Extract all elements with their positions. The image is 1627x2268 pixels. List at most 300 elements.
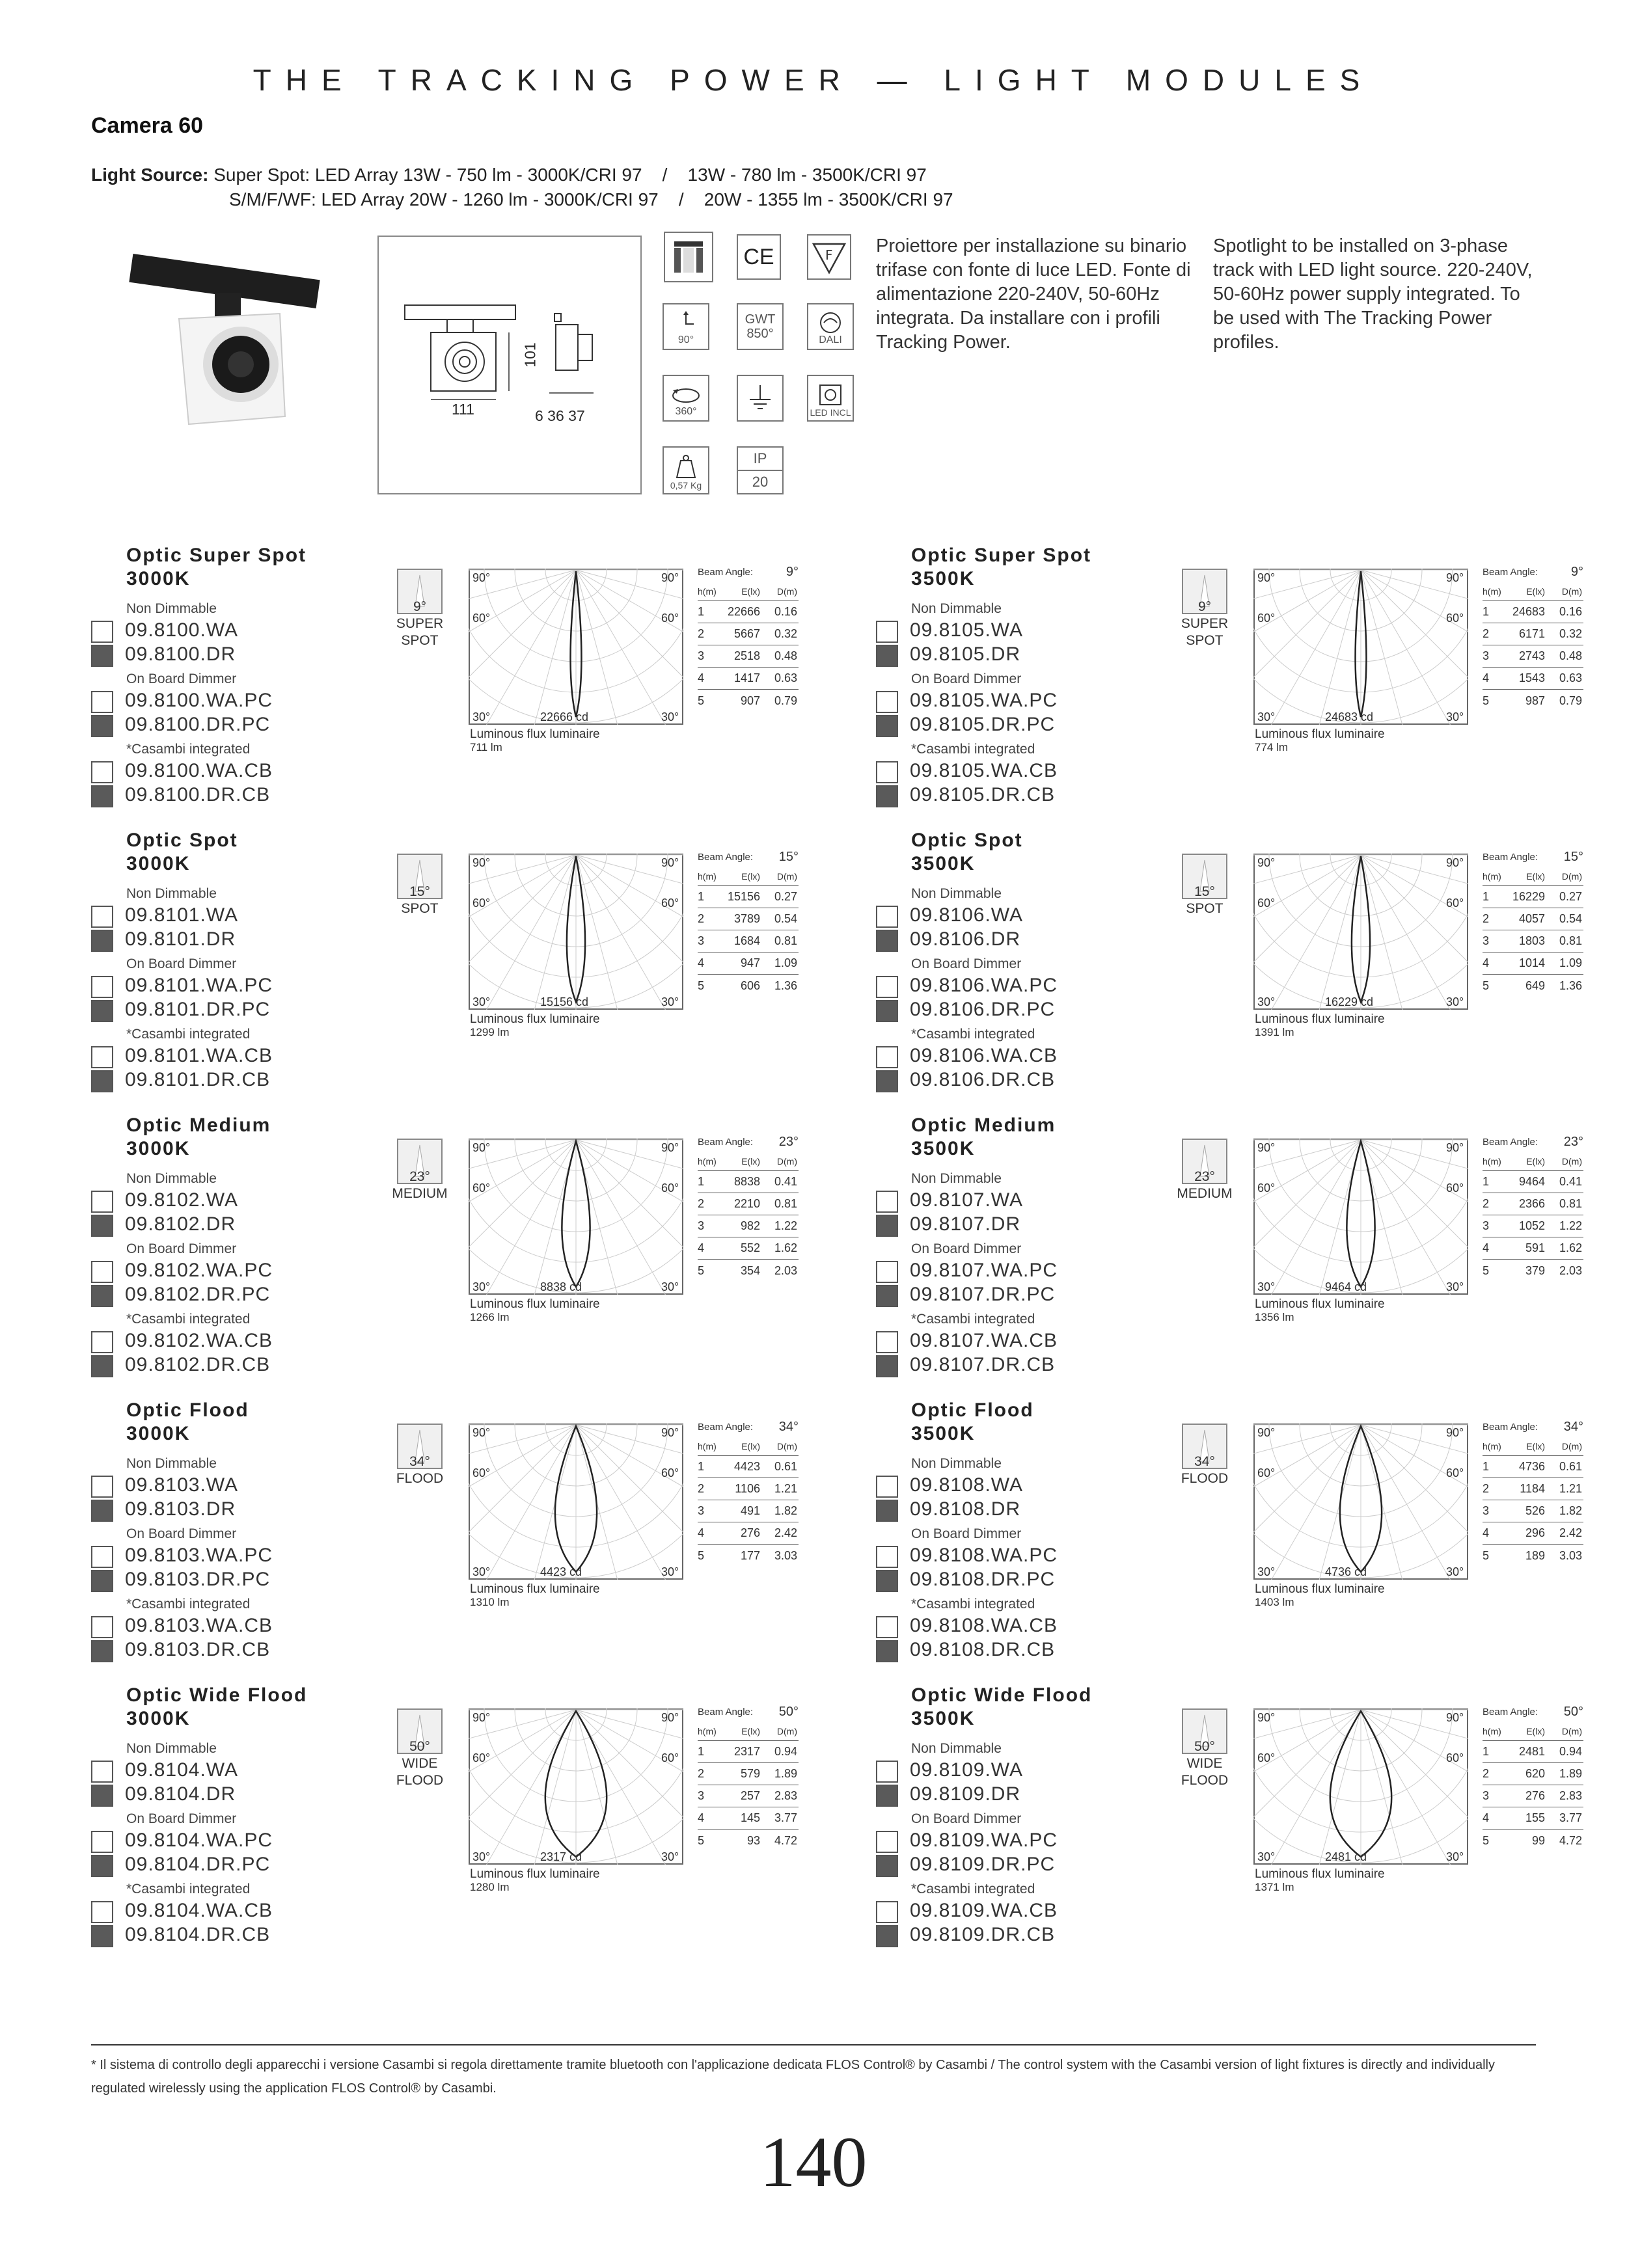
cell-h: 4	[698, 1526, 705, 1539]
table-header	[698, 1152, 799, 1171]
flux-label: Luminous flux luminaire	[470, 1582, 600, 1596]
table-header	[698, 582, 799, 601]
product-code: 09.8100.DR.CB	[125, 784, 271, 805]
col-d: D(m)	[1561, 871, 1582, 882]
cell-d: 0.61	[1559, 1460, 1582, 1473]
optic-name-line1: Optic Wide Flood	[911, 1684, 1093, 1706]
gwt-label: GWT	[745, 312, 776, 327]
cell-e: 15156	[727, 890, 760, 903]
flux-value: 1391 lm	[1255, 1026, 1294, 1038]
on-board-dimmer-label: On Board Dimmer	[126, 671, 237, 686]
cell-e: 2210	[733, 1197, 760, 1210]
flux-value: 1310 lm	[470, 1596, 510, 1608]
table-row	[698, 1785, 799, 1807]
dark-finish-swatch	[91, 1215, 113, 1237]
on-board-dimmer-label: On Board Dimmer	[126, 1811, 237, 1826]
cell-d: 3.03	[774, 1548, 797, 1562]
rotation-icon	[663, 375, 709, 422]
cell-h: 2	[1483, 627, 1490, 640]
optic-block	[876, 544, 1592, 824]
white-finish-swatch	[876, 1191, 898, 1213]
casambi-label: *Casambi integrated	[126, 1312, 251, 1327]
beam-table	[698, 1132, 799, 1282]
table-row	[698, 1171, 799, 1193]
dark-finish-swatch	[876, 1355, 898, 1377]
beam-angle-label: Beam Angle:	[1483, 1136, 1538, 1148]
dark-finish-swatch	[876, 645, 898, 667]
cell-e: 1803	[1518, 934, 1545, 947]
optic-name	[911, 1114, 1056, 1161]
polar-deg60-right: 60°	[661, 1181, 679, 1195]
casambi-label: *Casambi integrated	[911, 1027, 1035, 1042]
polar-deg60-left: 60°	[472, 897, 491, 910]
polar-deg90-right: 90°	[1446, 856, 1464, 869]
product-code: 09.8105.DR.CB	[910, 784, 1056, 805]
dark-finish-swatch	[91, 1925, 113, 1947]
on-board-dimmer-label: On Board Dimmer	[126, 1526, 237, 1541]
cell-h: 1	[698, 1175, 705, 1188]
col-h: h(m)	[698, 1440, 717, 1451]
peak-intensity: 2481 cd	[1325, 1850, 1367, 1863]
cell-d: 4.72	[1559, 1833, 1582, 1847]
product-code: 09.8100.WA.CB	[125, 760, 273, 781]
col-e: E(lx)	[741, 1440, 760, 1451]
description-en: Spotlight to be installed on 3-phase track with LED light source. 220-240V, 50-60Hz power supply integrated. To be used with The Tracking Power profiles.	[1213, 236, 1533, 353]
table-row	[698, 1522, 799, 1545]
cell-h: 5	[1483, 1548, 1490, 1562]
beam-type-label: FLOOD	[1181, 1471, 1229, 1486]
polar-deg30-left: 30°	[1257, 1565, 1276, 1578]
polar-deg60-right: 60°	[661, 1751, 679, 1764]
beam-angle-value: 34°	[1563, 1419, 1583, 1434]
cell-e: 4423	[733, 1460, 760, 1473]
cell-h: 5	[698, 694, 705, 707]
polar-deg90-left: 90°	[1257, 571, 1276, 584]
cell-e: 2481	[1518, 1745, 1545, 1758]
cell-h: 5	[1483, 694, 1490, 707]
cell-h: 4	[1483, 956, 1490, 969]
cell-h: 1	[1483, 1745, 1490, 1758]
polar-deg30-right: 30°	[1446, 1850, 1464, 1863]
flux-value: 1403 lm	[1255, 1596, 1294, 1608]
flux-value: 1371 lm	[1255, 1881, 1294, 1893]
cell-d: 0.81	[1559, 1197, 1582, 1210]
casambi-label: *Casambi integrated	[126, 1597, 251, 1612]
table-row	[698, 601, 799, 623]
flux-value: 1299 lm	[470, 1026, 510, 1038]
cell-d: 2.03	[1559, 1263, 1582, 1277]
cell-e: 354	[740, 1263, 760, 1277]
cell-h: 3	[1483, 1504, 1490, 1517]
table-row	[698, 1829, 799, 1852]
beam-angle-label: Beam Angle:	[1483, 1706, 1538, 1718]
table-row	[1483, 952, 1583, 975]
casambi-label: *Casambi integrated	[911, 1312, 1035, 1327]
beam-angle-value: 15°	[1563, 849, 1583, 864]
cell-e: 2317	[733, 1745, 760, 1758]
table-header	[698, 1721, 799, 1741]
non-dimmable-label: Non Dimmable	[126, 1456, 217, 1471]
dark-finish-swatch	[91, 1640, 113, 1662]
table-row	[1483, 930, 1583, 952]
non-dimmable-label: Non Dimmable	[911, 601, 1002, 616]
dark-finish-swatch	[91, 1570, 113, 1592]
cell-e: 491	[740, 1504, 760, 1517]
polar-deg60-right: 60°	[661, 612, 679, 625]
col-e: E(lx)	[1526, 871, 1545, 882]
polar-diagram	[1253, 1708, 1468, 1865]
product-code: 09.8101.DR.PC	[125, 999, 271, 1020]
polar-diagram	[1253, 854, 1468, 1010]
white-finish-swatch	[876, 761, 898, 783]
cell-h: 3	[698, 1789, 705, 1802]
polar-deg30-left: 30°	[1257, 710, 1276, 723]
product-code: 09.8106.WA	[910, 904, 1023, 926]
table-row	[698, 908, 799, 930]
polar-deg30-left: 30°	[1257, 995, 1276, 1008]
peak-intensity: 2317 cd	[540, 1850, 582, 1863]
polar-deg90-right: 90°	[661, 856, 679, 869]
optic-name	[911, 544, 1091, 591]
table-row	[1483, 690, 1583, 712]
polar-deg90-left: 90°	[1257, 1141, 1276, 1154]
col-h: h(m)	[698, 586, 717, 597]
product-code: 09.8102.DR.PC	[125, 1284, 271, 1305]
ip-label: IP	[738, 450, 782, 471]
cell-h: 2	[698, 1197, 705, 1210]
description-it: Proiettore per installazione su binario trifase con fonte di luce LED. Fonte di alimentazione 220-240V, 50-60Hz integrata. Da installare con i profili Tracking Power.	[876, 236, 1191, 353]
table-row	[1483, 1260, 1583, 1282]
f-mark-icon	[807, 234, 851, 280]
table-row	[1483, 1193, 1583, 1215]
optic-name-line2: 3500K	[911, 853, 976, 874]
polar-deg60-left: 60°	[472, 1181, 491, 1195]
polar-deg30-left: 30°	[472, 995, 491, 1008]
beam-type-label: SPOT	[1186, 901, 1224, 916]
optic-name-line1: Optic Spot	[911, 830, 1023, 851]
beam-angle-icon-label: 15°	[1194, 884, 1215, 899]
cell-e: 982	[740, 1219, 760, 1232]
cell-e: 579	[740, 1767, 760, 1780]
polar-deg30-left: 30°	[472, 710, 491, 723]
cell-e: 1106	[735, 1482, 760, 1495]
beam-angle-value: 23°	[1563, 1134, 1583, 1149]
table-row	[1483, 623, 1583, 645]
beam-angle-icon-label: 9°	[413, 599, 427, 614]
optic-block	[876, 1684, 1592, 1964]
beam-angle-icon-label: 34°	[1194, 1454, 1215, 1469]
casambi-label: *Casambi integrated	[126, 1027, 251, 1042]
product-code: 09.8109.DR.PC	[910, 1854, 1056, 1875]
optic-block	[91, 1399, 807, 1679]
cell-e: 2366	[1518, 1197, 1545, 1210]
white-finish-swatch	[91, 1046, 113, 1068]
led-included-label: LED INCL	[810, 407, 851, 418]
dali-icon	[807, 303, 854, 350]
col-d: D(m)	[776, 586, 797, 597]
beam-angle-value: 9°	[786, 564, 799, 579]
product-code: 09.8109.WA.PC	[910, 1829, 1058, 1851]
product-code: 09.8108.DR	[910, 1498, 1021, 1520]
dark-finish-swatch	[91, 930, 113, 952]
polar-deg90-right: 90°	[661, 1426, 679, 1439]
dark-finish-swatch	[91, 1500, 113, 1522]
table-header	[698, 1437, 799, 1456]
white-finish-swatch	[876, 621, 898, 643]
col-h: h(m)	[698, 871, 717, 882]
table-row	[1483, 1456, 1583, 1478]
table-row	[1483, 886, 1583, 908]
optic-name	[126, 1399, 249, 1446]
col-e: E(lx)	[741, 586, 760, 597]
dark-finish-swatch	[876, 1000, 898, 1022]
polar-deg90-right: 90°	[1446, 1141, 1464, 1154]
white-finish-swatch	[91, 906, 113, 928]
polar-deg30-right: 30°	[661, 1280, 679, 1293]
table-row	[698, 690, 799, 712]
beam-angle-label: Beam Angle:	[698, 1706, 754, 1718]
casambi-label: *Casambi integrated	[911, 1597, 1035, 1612]
light-source	[91, 163, 953, 212]
flux-label: Luminous flux luminaire	[1255, 1582, 1385, 1596]
product-code: 09.8102.WA.CB	[125, 1330, 273, 1351]
optic-name-line2: 3000K	[126, 1138, 191, 1159]
table-row	[1483, 1763, 1583, 1785]
white-finish-swatch	[91, 1831, 113, 1853]
cell-h: 4	[698, 1241, 705, 1254]
beam-table	[1483, 1417, 1583, 1567]
optic-name	[126, 544, 307, 591]
dark-finish-swatch	[876, 1500, 898, 1522]
col-d: D(m)	[776, 1155, 797, 1167]
tilt-label: 90°	[677, 334, 694, 345]
beam-angle-label: Beam Angle:	[698, 1136, 754, 1148]
ip-rating-icon	[737, 446, 784, 494]
white-finish-swatch	[91, 1616, 113, 1638]
table-row	[1483, 1829, 1583, 1852]
beam-type-label: SUPER SPOT	[1181, 616, 1229, 648]
dark-finish-swatch	[876, 715, 898, 737]
cell-d: 0.16	[774, 605, 797, 618]
weight-icon	[663, 446, 709, 494]
optic-name-line1: Optic Medium	[911, 1114, 1056, 1136]
cell-e: 8838	[733, 1175, 760, 1188]
cell-d: 1.36	[1559, 979, 1582, 992]
cell-d: 0.61	[774, 1460, 797, 1473]
polar-deg90-right: 90°	[1446, 1426, 1464, 1439]
peak-intensity: 22666 cd	[540, 710, 589, 723]
white-finish-swatch	[876, 1761, 898, 1783]
cell-h: 3	[698, 934, 705, 947]
non-dimmable-label: Non Dimmable	[126, 1171, 217, 1186]
product-code: 09.8100.DR.PC	[125, 714, 271, 735]
beam-type-label: FLOOD	[396, 1471, 444, 1486]
dark-finish-swatch	[91, 1855, 113, 1877]
beam-angle-icon-label: 23°	[409, 1169, 430, 1184]
table-row	[698, 1456, 799, 1478]
table-row	[698, 952, 799, 975]
polar-deg60-right: 60°	[1446, 1181, 1464, 1195]
cell-e: 3789	[733, 912, 760, 925]
cell-e: 1543	[1518, 671, 1545, 684]
cell-h: 4	[698, 671, 705, 684]
product-code: 09.8108.WA.CB	[910, 1615, 1058, 1636]
white-finish-swatch	[876, 1261, 898, 1283]
cell-e: 16229	[1512, 890, 1545, 903]
optic-name-line2: 3500K	[911, 568, 976, 589]
product-code: 09.8108.DR.CB	[910, 1639, 1056, 1660]
beam-angle-value: 15°	[778, 849, 799, 864]
cell-h: 3	[1483, 1219, 1490, 1232]
cell-h: 5	[1483, 979, 1490, 992]
casambi-label: *Casambi integrated	[126, 742, 251, 757]
product-code: 09.8104.WA.CB	[125, 1900, 273, 1921]
white-finish-swatch	[876, 1331, 898, 1353]
polar-deg30-right: 30°	[661, 1850, 679, 1863]
col-d: D(m)	[776, 1440, 797, 1451]
cell-h: 2	[1483, 1482, 1490, 1495]
cell-d: 1.21	[1559, 1482, 1582, 1495]
white-finish-swatch	[876, 1546, 898, 1568]
cell-d: 3.77	[1559, 1811, 1582, 1824]
cell-h: 2	[1483, 1197, 1490, 1210]
col-d: D(m)	[776, 871, 797, 882]
rotation-label: 360°	[675, 406, 697, 417]
dark-finish-swatch	[876, 1855, 898, 1877]
col-e: E(lx)	[1526, 586, 1545, 597]
table-row	[698, 975, 799, 997]
cell-h: 1	[1483, 605, 1490, 618]
optic-name	[911, 829, 1023, 876]
dark-finish-swatch	[91, 1285, 113, 1307]
optic-block	[91, 1684, 807, 1964]
dark-finish-swatch	[91, 715, 113, 737]
product-code: 09.8106.WA.CB	[910, 1045, 1058, 1066]
cell-h: 3	[698, 649, 705, 662]
dark-finish-swatch	[91, 1355, 113, 1377]
optic-block	[91, 544, 807, 824]
footnote: * Il sistema di controllo degli apparecchi i versione Casambi si regola direttamente tramite bluetooth con l'applicazione dedicata FLOS Control® by Casambi / The control system with the Casambi version of light fixtures is directly and individually regulated wirelessly using the application FLOS Control® by Casambi.	[91, 2044, 1536, 2100]
cell-e: 155	[1525, 1811, 1545, 1824]
polar-deg90-right: 90°	[1446, 1711, 1464, 1724]
peak-intensity: 4736 cd	[1325, 1565, 1367, 1578]
table-row	[1483, 1545, 1583, 1567]
polar-deg90-right: 90°	[661, 1141, 679, 1154]
polar-deg60-right: 60°	[1446, 612, 1464, 625]
optic-name-line2: 3000K	[126, 1423, 191, 1444]
optic-name-line1: Optic Flood	[126, 1399, 249, 1421]
dark-finish-swatch	[876, 1640, 898, 1662]
cell-h: 2	[698, 912, 705, 925]
optic-name-line1: Optic Medium	[126, 1114, 271, 1136]
cell-h: 4	[1483, 1526, 1490, 1539]
product-code: 09.8104.DR.CB	[125, 1924, 271, 1945]
table-row	[698, 645, 799, 668]
polar-deg30-right: 30°	[661, 995, 679, 1008]
dali-label: DALI	[819, 334, 842, 345]
cell-d: 0.81	[774, 1197, 797, 1210]
white-finish-swatch	[91, 1546, 113, 1568]
dim-width: 111	[452, 401, 474, 418]
col-h: h(m)	[1483, 1725, 1501, 1736]
beam-type-label: WIDE FLOOD	[396, 1756, 444, 1788]
polar-deg60-right: 60°	[661, 897, 679, 910]
product-code: 09.8102.WA.PC	[125, 1260, 273, 1281]
product-code: 09.8102.DR	[125, 1213, 236, 1235]
cell-e: 93	[746, 1833, 760, 1847]
product-code: 09.8106.DR.PC	[910, 999, 1056, 1020]
cell-e: 6171	[1518, 627, 1545, 640]
flux-label: Luminous flux luminaire	[1255, 1297, 1385, 1311]
cell-d: 0.41	[774, 1175, 797, 1188]
polar-deg90-left: 90°	[472, 1141, 491, 1154]
cell-d: 2.83	[774, 1789, 797, 1802]
beam-angle-label: Beam Angle:	[698, 1421, 754, 1433]
white-finish-swatch	[91, 761, 113, 783]
flux-value: 1280 lm	[470, 1881, 510, 1893]
table-header	[1483, 867, 1583, 886]
polar-deg60-left: 60°	[1257, 1751, 1276, 1764]
beam-angle-icon-label: 50°	[409, 1739, 430, 1754]
product-code: 09.8103.DR.CB	[125, 1639, 271, 1660]
product-code: 09.8105.WA.CB	[910, 760, 1058, 781]
product-name: Camera 60	[91, 113, 204, 138]
polar-deg30-left: 30°	[1257, 1850, 1276, 1863]
optic-name-line2: 3000K	[126, 853, 191, 874]
dark-finish-swatch	[91, 1785, 113, 1807]
polar-deg30-right: 30°	[661, 1565, 679, 1578]
polar-deg60-left: 60°	[472, 1466, 491, 1479]
beam-angle-value: 50°	[778, 1704, 799, 1719]
polar-deg90-left: 90°	[1257, 1426, 1276, 1439]
cell-h: 5	[1483, 1833, 1490, 1847]
on-board-dimmer-label: On Board Dimmer	[911, 956, 1022, 971]
cell-h: 4	[1483, 671, 1490, 684]
page-title: THE TRACKING POWER — LIGHT MODULES	[253, 63, 1374, 97]
cell-h: 1	[698, 1745, 705, 1758]
white-finish-swatch	[876, 906, 898, 928]
beam-angle-icon-label: 9°	[1197, 599, 1212, 614]
col-e: E(lx)	[741, 1155, 760, 1167]
col-e: E(lx)	[1526, 1440, 1545, 1451]
beam-table	[698, 1417, 799, 1567]
col-e: E(lx)	[741, 871, 760, 882]
beam-angle-icon-label: 50°	[1194, 1739, 1215, 1754]
table-row	[698, 1215, 799, 1237]
beam-type-label: SUPER SPOT	[396, 616, 444, 648]
on-board-dimmer-label: On Board Dimmer	[911, 1526, 1022, 1541]
polar-deg60-right: 60°	[1446, 1466, 1464, 1479]
table-row	[1483, 1237, 1583, 1260]
beam-angle-label: Beam Angle:	[698, 851, 754, 863]
product-code: 09.8101.DR	[125, 928, 236, 950]
product-code: 09.8107.DR.CB	[910, 1354, 1056, 1375]
cell-d: 0.94	[1559, 1745, 1582, 1758]
optic-name-line1: Optic Wide Flood	[126, 1684, 308, 1706]
white-finish-swatch	[876, 691, 898, 713]
cell-h: 4	[1483, 1811, 1490, 1824]
white-finish-swatch	[91, 1191, 113, 1213]
table-row	[1483, 645, 1583, 668]
cell-e: 379	[1525, 1263, 1545, 1277]
table-row	[1483, 601, 1583, 623]
polar-deg60-left: 60°	[472, 612, 491, 625]
product-code: 09.8108.DR.PC	[910, 1569, 1056, 1590]
table-row	[1483, 975, 1583, 997]
cell-d: 2.83	[1559, 1789, 1582, 1802]
flux-label: Luminous flux luminaire	[1255, 1012, 1385, 1026]
cell-d: 0.27	[1559, 890, 1582, 903]
